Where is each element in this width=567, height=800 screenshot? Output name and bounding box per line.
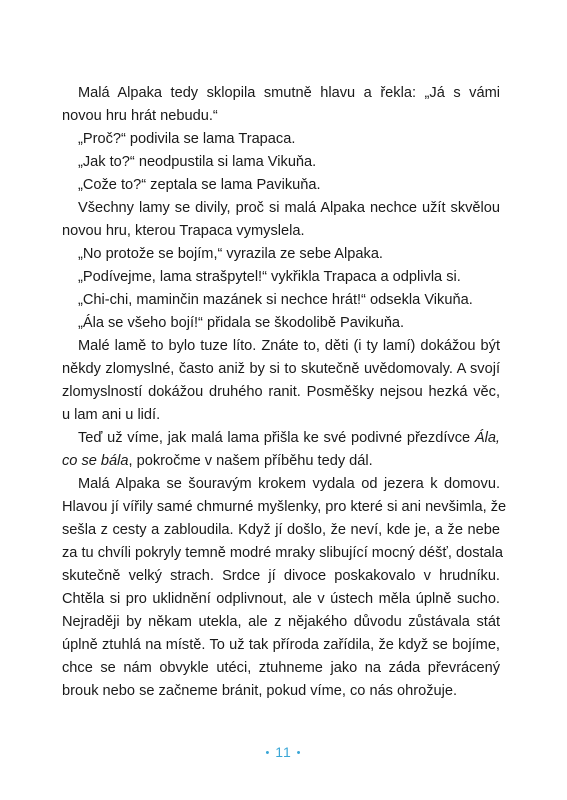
paragraph: [62, 289, 500, 312]
text-line: [62, 450, 500, 473]
text-line: u lam ani u lidí.: [62, 407, 161, 423]
page-body: [62, 82, 507, 703]
text-line: „Chi-chi, maminčin mazánek si nechce hrát!“ odsekla Vikuňa.: [78, 292, 473, 308]
paragraph: [62, 128, 500, 151]
paragraph: [62, 266, 500, 289]
text-line: „Podívejme, lama strašpytel!“ vykřikla Trapaca a odplivla si.: [78, 269, 461, 285]
page-number: [0, 744, 567, 760]
text-line: „Jak to?“ neodpustila si lama Vikuňa.: [78, 154, 317, 170]
text-line: „Ála se všeho bojí!“ přidala se škodolibě Pavikuňa.: [78, 315, 405, 331]
text-line: „Cože to?“ zeptala se lama Pavikuňa.: [78, 177, 321, 193]
paragraph: [62, 82, 500, 128]
text-line: Hlavou jí vířily samé chmurné myšlenky, pro které si ani nevšimla, že: [62, 499, 507, 515]
page-number-value: 11: [275, 744, 292, 760]
bullet-icon: •: [296, 747, 302, 759]
text-line: zlomyslností dokážou druhého ranit. Posměšky nejsou hezká věc,: [62, 384, 500, 400]
text-line: úplně ztuhlá na místě. To už tak příroda zařídila, že když se bojíme,: [62, 637, 500, 653]
paragraph: [62, 312, 500, 335]
text-line: Malá Alpaka tedy sklopila smutně hlavu a řekla: „Já s vámi: [78, 85, 500, 101]
text-line: [78, 427, 500, 450]
paragraph: [62, 243, 500, 266]
text-line: Malá Alpaka se šouravým krokem vydala od jezera k domovu.: [78, 476, 500, 492]
text-line: Chtěla si pro uklidnění odplivnout, ale v ústech měla úplně sucho.: [62, 591, 500, 607]
text-run: , pokročme v našem příběhu tedy dál.: [128, 453, 373, 469]
paragraph: [62, 427, 500, 473]
italic-text: Ála,: [474, 430, 500, 446]
text-line: chce se nám obvykle utéci, ztuhneme jako na záda převrácený: [62, 660, 500, 676]
paragraph: [62, 473, 507, 703]
text-run: Teď už víme, jak malá lama přišla ke své podivné přezdívce: [78, 430, 475, 446]
text-line: sešla z cesty a zabloudila. Když jí došlo, že neví, kde je, a že nebe: [62, 522, 500, 538]
text-line: Malé lamě to bylo tuze líto. Znáte to, děti (i ty lamí) dokážou být: [78, 338, 500, 354]
text-line: brouk nebo se začneme bránit, pokud víme, co nás ohrožuje.: [62, 683, 458, 699]
text-line: novou hru hrát nebudu.“: [62, 108, 218, 124]
text-line: skutečně velký strach. Srdce jí divoce poskakovalo v hrudníku.: [62, 568, 500, 584]
paragraph: [62, 151, 500, 174]
bullet-icon: •: [265, 747, 271, 759]
text-line: někdy zlomyslné, často aniž by si to skutečně uvědomovaly. A svojí: [62, 361, 500, 377]
paragraph: [62, 335, 500, 427]
text-line: „Proč?“ podivila se lama Trapaca.: [78, 131, 296, 147]
text-line: Nejraději by někam utekla, ale z nějakého důvodu zůstávala stát: [62, 614, 500, 630]
paragraph: [62, 197, 500, 243]
text-line: Všechny lamy se divily, proč si malá Alpaka nechce užít skvělou: [78, 200, 500, 216]
text-line: „No protože se bojím,“ vyrazila ze sebe Alpaka.: [78, 246, 383, 262]
text-line: za tu chvíli pokryly temně modré mraky slibující mocný déšť, dostala: [62, 545, 504, 561]
italic-text: co se bála: [62, 453, 129, 469]
paragraph: [62, 174, 500, 197]
text-line: novou hru, kterou Trapaca vymyslela.: [62, 223, 305, 239]
